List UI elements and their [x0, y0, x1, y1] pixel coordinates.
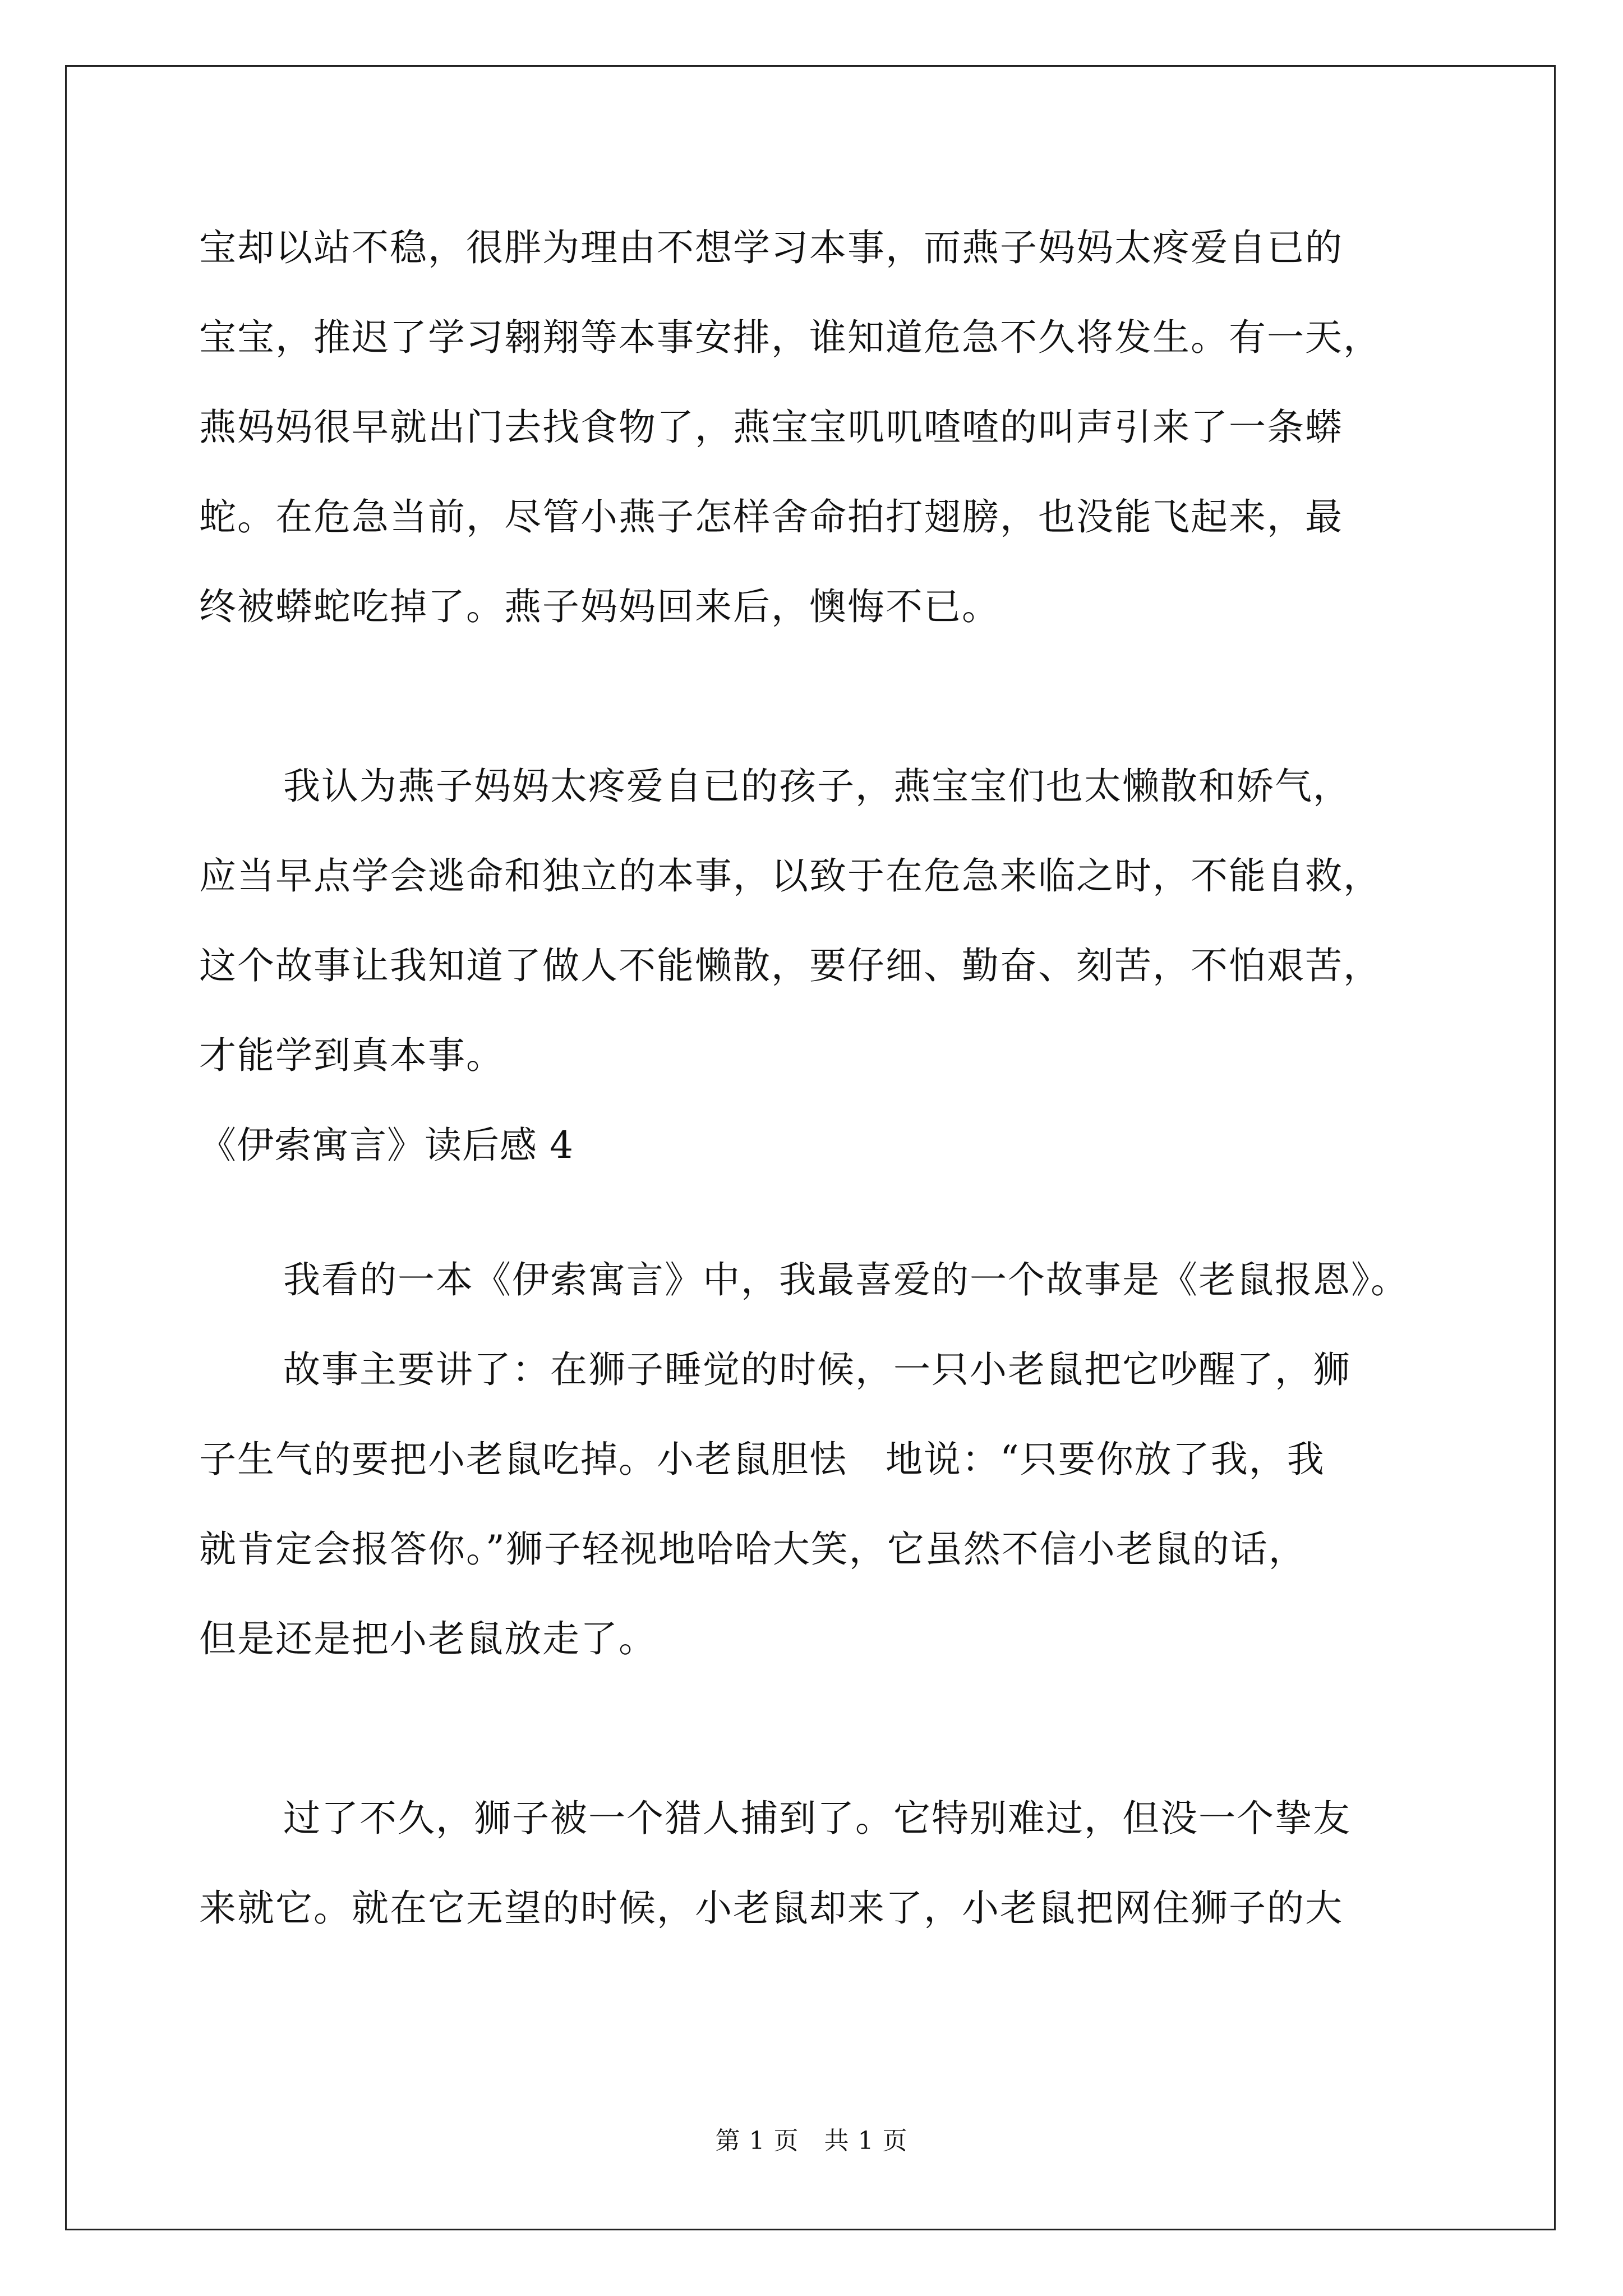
- body-text-line: 终被蟒蛇吃掉了。燕子妈妈回来后，懊悔不已。: [199, 585, 1000, 628]
- body-text-line: 才能学到真本事。: [199, 1034, 504, 1077]
- body-text-line: 蛇。在危急当前，尽管小燕子怎样舍命拍打翅膀，也没能飞起来，最: [199, 495, 1343, 539]
- body-text-line: 燕妈妈很早就出门去找食物了，燕宝宝叽叽喳喳的叫声引来了一条蟒: [199, 406, 1343, 449]
- body-text-line: 应当早点学会逃命和独立的本事，以致于在危急来临之时，不能自救，: [199, 854, 1381, 898]
- body-text-line: 来就它。就在它无望的时候，小老鼠却来了，小老鼠把网住狮子的大: [199, 1887, 1343, 1930]
- body-text-line: 这个故事让我知道了做人不能懒散，要仔细、勤奋、刻苦，不怕艰苦，: [199, 944, 1381, 987]
- body-text-line: 我认为燕子妈妈太疼爱自已的孩子，燕宝宝们也太懒散和娇气，: [283, 765, 1351, 808]
- section-heading: 《伊索寓言》读后感 4: [199, 1124, 574, 1167]
- body-text-line: 过了不久，狮子被一个猎人捕到了。它特别难过，但没一个挚友: [283, 1797, 1351, 1840]
- body-text-line: 但是还是把小老鼠放走了。: [199, 1617, 657, 1660]
- body-text-line: 子生气的要把小老鼠吃掉。小老鼠胆怯 地说：“只要你放了我，我: [199, 1438, 1325, 1481]
- body-text-line: 宝却以站不稳，很胖为理由不想学习本事，而燕子妈妈太疼爱自已的: [199, 226, 1343, 269]
- body-text-line: 故事主要讲了：在狮子睡觉的时候，一只小老鼠把它吵醒了，狮: [283, 1348, 1351, 1391]
- page-footer: 第 1 页 共 1 页: [715, 2127, 908, 2155]
- body-text-line: 就肯定会报答你。”狮子轻视地哈哈大笑，它虽然不信小老鼠的话，: [199, 1527, 1307, 1571]
- body-text-line: 宝宝，推迟了学习翱翔等本事安排，谁知道危急不久将发生。有一天，: [199, 316, 1381, 359]
- body-text-line: 我看的一本《伊索寓言》中，我最喜爱的一个故事是《老鼠报恩》。: [283, 1258, 1409, 1301]
